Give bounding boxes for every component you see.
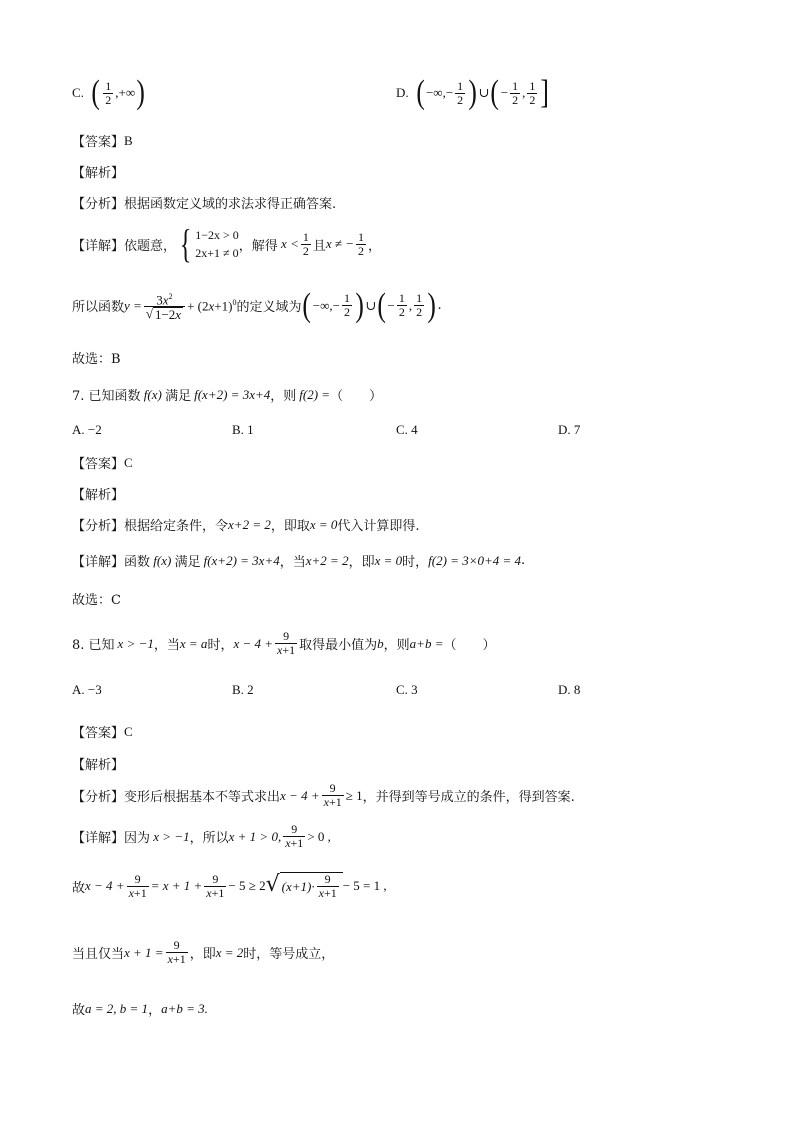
answer-value: C — [124, 454, 133, 470]
fraction: $\frac{9}{x+1}$ — [285, 822, 304, 850]
q6-answer-line — [72, 131, 133, 150]
fraction: $\frac{1}{2}$ — [512, 78, 519, 107]
q8-xiangjie-line: 【详解】 因为 x > −1 ，所以 x + 1 > 0, $\frac{9}{x+1}$ > 0 , — [72, 822, 331, 850]
q6-fenxi-line — [72, 193, 336, 212]
q8-conclusion: 故 a = 2, b = 1 ， a+b = 3. — [72, 1000, 208, 1018]
q7-stem: 7. 已知函数 f(x) 满足 f(x+2) = 3x+4 ，则 f(2) = （ ） — [72, 386, 383, 404]
q6-xiangjie-line: 【详解】 依题意， { 1−2x > 0 2x+1 ≠ 0 ，解得 x < $\frac{1}{2}$ 且 x ≠ − $\frac{1}{2}$ ， — [72, 221, 382, 266]
q7-option-d: D. 7 — [558, 422, 581, 437]
q8-option-b: B. 2 — [232, 682, 254, 697]
fraction: $\frac{1}{2}$ — [302, 229, 309, 258]
fraction: $3x^2$ √ 1−2x — [144, 290, 185, 321]
fraction: $\frac{1}{2}$ — [529, 78, 536, 107]
fraction: $\frac{9}{x+1}$ — [323, 781, 342, 809]
q6-option-c: C. ( $\frac{1}{2}$ ,+∞ ) — [72, 74, 146, 111]
q8-option-d: D. 8 — [558, 682, 581, 697]
q6-analysis-heading: 【解析】 — [72, 166, 125, 181]
fraction: $\frac{1}{2}$ — [457, 78, 464, 107]
answer-value: B — [124, 132, 133, 148]
answer-value: C — [124, 723, 133, 739]
fraction: $\frac{1}{2}$ — [416, 291, 423, 320]
q6-option-d: D. ( −∞,− $\frac{1}{2}$ ) ∪ ( − $\frac{1}{2}$ , $\frac{1}{2}$ ] — [396, 74, 550, 111]
q7-choose: 故选：C — [72, 593, 121, 608]
fraction: $\frac{9}{x+1}$ — [206, 871, 225, 900]
q8-answer-line: 【答案】 C — [72, 723, 133, 741]
fraction: $\frac{9}{x+1}$ — [277, 629, 296, 657]
fraction: $\frac{1}{2}$ — [343, 291, 350, 320]
option-label: C. — [72, 85, 84, 100]
q8-option-a: A. −3 — [72, 682, 102, 697]
q7-option-a: A. −2 — [72, 422, 102, 437]
fenxi-text: 根据函数定义域的求法求得正确答案. — [124, 197, 337, 212]
fraction: $\frac{1}{2}$ — [358, 229, 365, 258]
equation-system: { 1−2x > 0 2x+1 ≠ 0 — [179, 221, 239, 266]
fraction: $\frac{1}{2}$ — [105, 78, 112, 107]
option-label: D. — [396, 85, 409, 100]
q8-analysis-heading: 【解析】 — [72, 758, 125, 773]
q7-analysis-heading: 【解析】 — [72, 488, 125, 503]
fraction: $\frac{9}{x+1}$ — [128, 871, 147, 900]
q6-choose: 故选：B — [72, 352, 121, 367]
q7-xiangjie-line: 【详解】 函数 f(x) 满足 f(x+2) = 3x+4 ，当 x+2 = 2 ，即 x = 0 时， f(2) = 3×0+4 = 4 . — [72, 552, 526, 570]
q7-fenxi-line: 【分析】 根据给定条件，令 x+2 = 2 ，即取 x = 0 代入计算即得. — [72, 516, 420, 534]
fraction: $\frac{1}{2}$ — [398, 291, 405, 320]
square-root: √ (x+1)· $\frac{9}{x+1}$ — [266, 872, 343, 900]
q8-inequality-line: 故 x − 4 + $\frac{9}{x+1}$ = x + 1 + $\frac{9}{x+1}$ − 5 ≥ 2 √ (x+1)· $\frac{9}{x+1}$ − 5 = 1 , — [72, 871, 387, 900]
q6-domain-line: 所以函数 y = $3x^2$ √ 1−2x + $(2x+1)^0$ 的定义域为 ( −∞,− $\frac{1}{2}$ ) ∪ ( − $\frac{1}{2}$ , $\frac{1}{2}$ ) . — [72, 286, 442, 324]
q8-equality-condition: 当且仅当 x + 1 = $\frac{9}{x+1}$ ，即 x = 2 时，等号成立， — [72, 938, 335, 966]
fenxi-tag: 【分析】 — [72, 197, 125, 212]
q7-option-b: B. 1 — [232, 422, 254, 437]
q7-answer-line: 【答案】 C — [72, 454, 133, 472]
q8-option-c: C. 3 — [396, 682, 418, 697]
q8-fenxi-line: 【分析】 变形后根据基本不等式求出 x − 4 + $\frac{9}{x+1}$ ≥ 1 ，并得到等号成立的条件，得到答案. — [72, 781, 575, 809]
q7-option-c: C. 4 — [396, 422, 418, 437]
fraction: $\frac{9}{x+1}$ — [167, 938, 186, 966]
xiangjie-tag: 【详解】 — [72, 238, 125, 254]
answer-tag: 【答案】 — [72, 135, 125, 150]
q8-stem: 8. 已知 x > −1 ，当 x = a 时， x − 4 + $\frac{9}{x+1}$ 取得最小值为 b ，则 a+b = （ ） — [72, 629, 496, 657]
